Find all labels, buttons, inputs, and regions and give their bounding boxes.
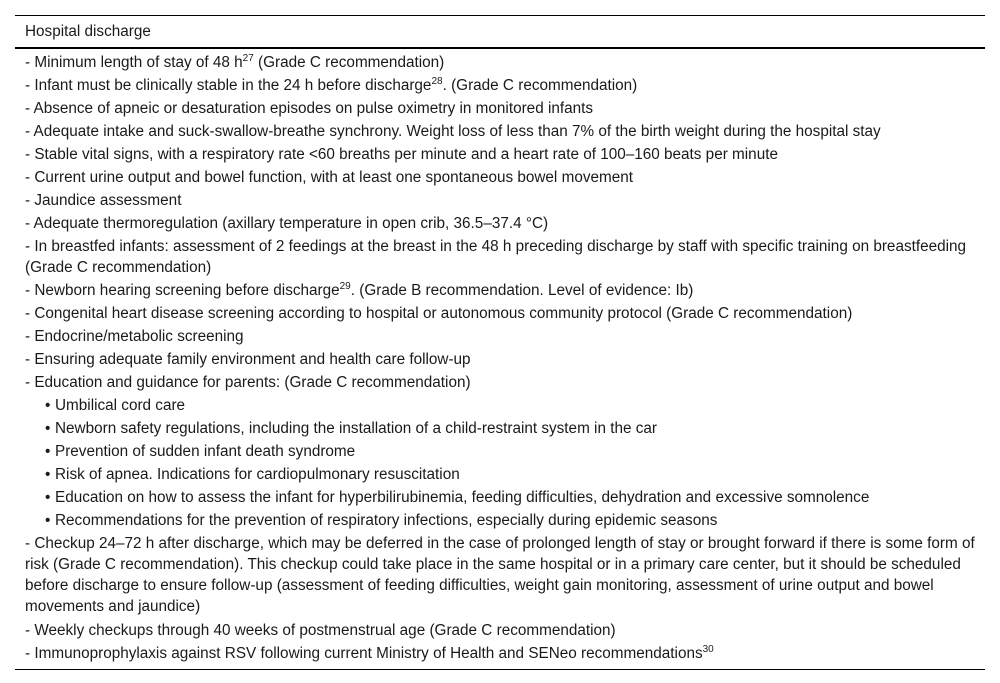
- education-item-text: Recommendations for the prevention of respiratory infections, especially during epidemic seasons: [55, 512, 718, 529]
- criterion-row: - Endocrine/metabolic screening: [25, 328, 244, 345]
- criterion-row: - Stable vital signs, with a respiratory rate <60 breaths per minute and a heart rate of 100–160 beats per minute: [25, 146, 778, 163]
- education-item-text: Prevention of sudden infant death syndrome: [55, 443, 356, 460]
- discharge-criteria-table: [15, 15, 985, 670]
- citation-ref: 27: [242, 53, 254, 64]
- criterion-row: [25, 74, 975, 97]
- criterion-row: - Jaundice assessment: [25, 192, 182, 209]
- criterion-row: - Current urine output and bowel function, with at least one spontaneous bowel movement: [25, 169, 633, 186]
- table-header: Hospital discharge: [15, 16, 985, 49]
- education-item: [45, 463, 975, 486]
- criterion-text: - Minimum length of stay of 48 h: [25, 54, 243, 71]
- criterion-row: - Education and guidance for parents: (Grade C recommendation): [25, 374, 471, 391]
- criterion-row: - Weekly checkups through 40 weeks of postmenstrual age (Grade C recommendation): [25, 622, 616, 639]
- criterion-text: - Infant must be clinically stable in the 24 h before discharge: [25, 77, 432, 94]
- criterion-text-after: . (Grade C recommendation): [442, 77, 638, 94]
- criterion-text-after: (Grade C recommendation): [253, 54, 445, 71]
- criterion-row: - Congenital heart disease screening according to hospital or autonomous community protocol (Grade C recommendation): [25, 305, 853, 322]
- education-item: [45, 394, 975, 417]
- criterion-row: - In breastfed infants: assessment of 2 feedings at the breast in the 48 h preceding discharge by staff with specific training on breastfeeding (Grade C recommendation): [25, 238, 967, 276]
- criterion-row: - Absence of apneic or desaturation episodes on pulse oximetry in monitored infants: [25, 100, 594, 117]
- criterion-text: - Immunoprophylaxis against RSV following current Ministry of Health and SENeo recommendations: [25, 645, 703, 662]
- bullet-icon: •: [45, 397, 51, 414]
- citation-ref: 30: [702, 644, 714, 655]
- education-item-text: Umbilical cord care: [55, 397, 186, 414]
- criterion-row: [25, 51, 975, 74]
- criterion-text: - Newborn hearing screening before discharge: [25, 282, 340, 299]
- criterion-row: - Adequate intake and suck-swallow-breathe synchrony. Weight loss of less than 7% of the birth weight during the hospital stay: [25, 123, 881, 140]
- table-body: [15, 49, 985, 669]
- criterion-row: [25, 279, 975, 302]
- bullet-icon: •: [45, 489, 51, 506]
- education-item-text: Newborn safety regulations, including the installation of a child-restraint system in the car: [55, 420, 657, 437]
- criterion-row: - Ensuring adequate family environment and health care follow-up: [25, 351, 471, 368]
- education-item-text: Education on how to assess the infant for hyperbilirubinemia, feeding difficulties, dehydration and excessive somnolence: [55, 489, 870, 506]
- criterion-row: - Checkup 24–72 h after discharge, which may be deferred in the case of prolonged length of stay or brought forward if there is some form of risk (Grade C recommendation). This checkup could take place in the same hospital or in a primary care center, but it should be scheduled before discharge to ensure follow-up (assessment of feeding difficulties, weight gain monitoring, assessment of urine output and bowel movements and jaundice): [25, 535, 975, 615]
- bullet-icon: •: [45, 466, 51, 483]
- criterion-text-after: . (Grade B recommendation. Level of evidence: Ib): [350, 282, 694, 299]
- education-item: [45, 440, 975, 463]
- citation-ref: 28: [431, 76, 443, 87]
- citation-ref: 29: [339, 281, 351, 292]
- education-item: [45, 486, 975, 509]
- criterion-row: [25, 642, 975, 665]
- bullet-icon: •: [45, 443, 51, 460]
- education-item: [45, 509, 975, 532]
- table-bottom-rule: [15, 669, 985, 670]
- criterion-row: - Adequate thermoregulation (axillary temperature in open crib, 36.5–37.4 °C): [25, 215, 549, 232]
- education-item: [45, 417, 975, 440]
- education-item-text: Risk of apnea. Indications for cardiopulmonary resuscitation: [55, 466, 460, 483]
- bullet-icon: •: [45, 420, 51, 437]
- bullet-icon: •: [45, 512, 51, 529]
- education-list: [25, 394, 975, 532]
